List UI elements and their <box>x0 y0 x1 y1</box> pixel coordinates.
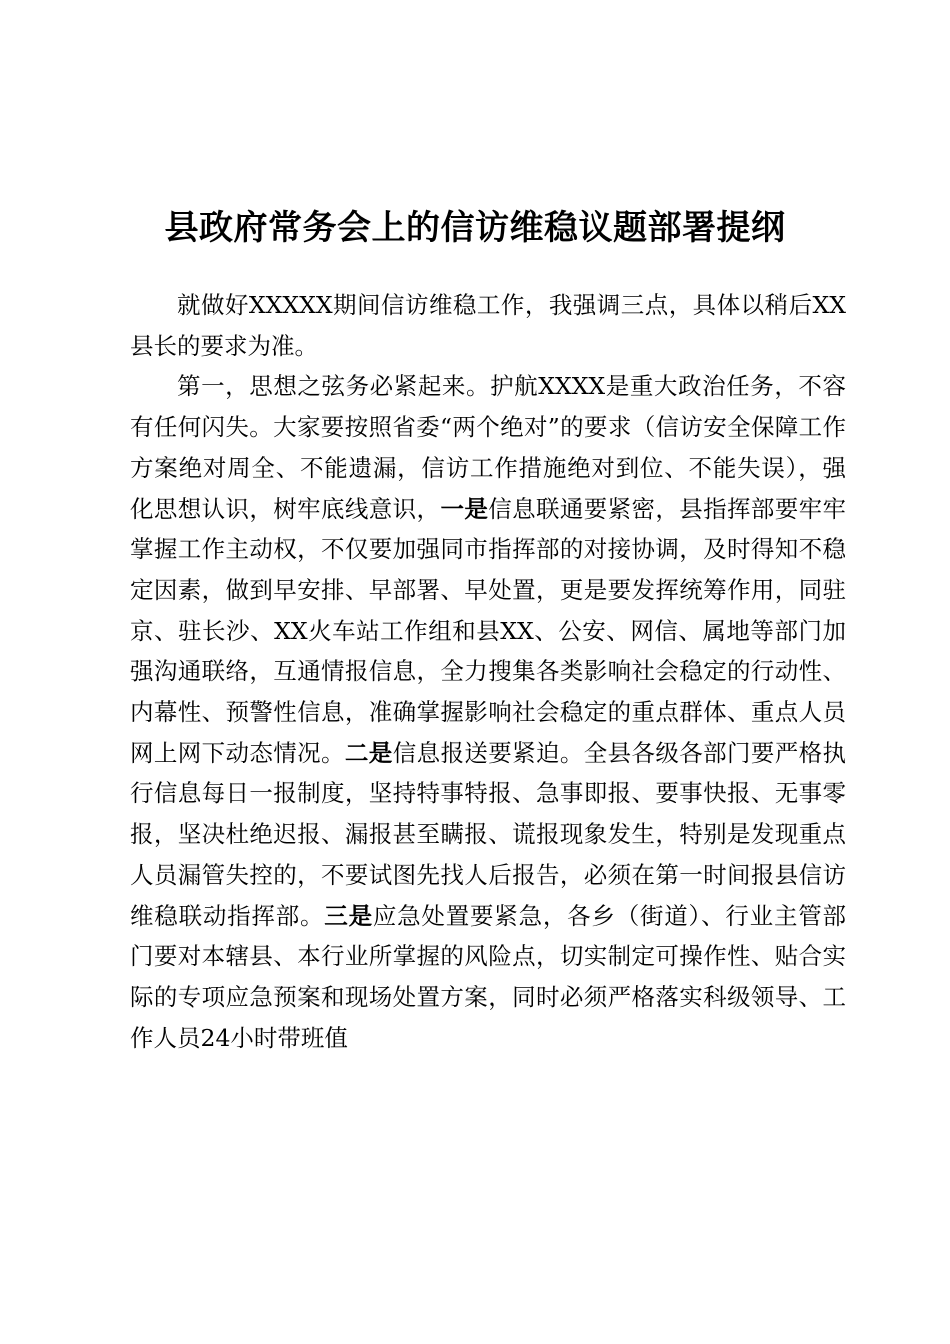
document-title: 县政府常务会上的信访维稳议题部署提纲 <box>164 208 786 248</box>
point-2-marker: 二是 <box>344 738 393 767</box>
point-3-text: 应急处置要紧急，各乡（街道）、行业主管部门要对本辖县、本行业所掌握的风险点，切实制定可操作性、贴合实际的专项应急预案和现场处置方案，同时必须严格落实科级领导、工作人员24小时带班值 <box>130 901 847 1052</box>
point-1-marker: 一是 <box>440 494 489 523</box>
point-1-text: 信息联通要紧密，县指挥部要牢牢掌握工作主动权，不仅要加强同市指挥部的对接协调，及时得知不稳定因素，做到早安排、早部署、早处置，更是要发挥统筹作用，同驻京、驻长沙、XX火车站工作组和县XX、公安、网信、属地等部门加强沟通联络，互通情报信息，全力搜集各类影响社会稳定的行动性、内幕性、预警性信息，准确掌握影响社会稳定的重点群体、重点人员网上网下动态情况。 <box>130 494 847 767</box>
document-body <box>130 285 846 1058</box>
paragraph-1: 就做好XXXXX期间信访维稳工作，我强调三点，具体以稍后XX县长的要求为准。 <box>130 291 846 360</box>
point-2-text: 信息报送要紧迫。全县各级各部门要严格执行信息每日一报制度，坚持特事特报、急事即报、要事快报、无事零报，坚决杜绝迟报、漏报甚至瞒报、谎报现象发生，特别是发现重点人员漏管失控的，不要试图先找人后报告，必须在第一时间报县信访维稳联动指挥部。 <box>130 738 847 930</box>
paragraph-2 <box>130 366 846 1058</box>
point-3-marker: 三是 <box>324 901 373 930</box>
paragraph-2-intro: 第一，思想之弦务必紧起来。护航XXXX是重大政治任务，不容有任何闪失。大家要按照省委“两个绝对”的要求（信访安全保障工作方案绝对周全、不能遗漏，信访工作措施绝对到位、不能失误），强化思想认识，树牢底线意识， <box>130 372 846 523</box>
